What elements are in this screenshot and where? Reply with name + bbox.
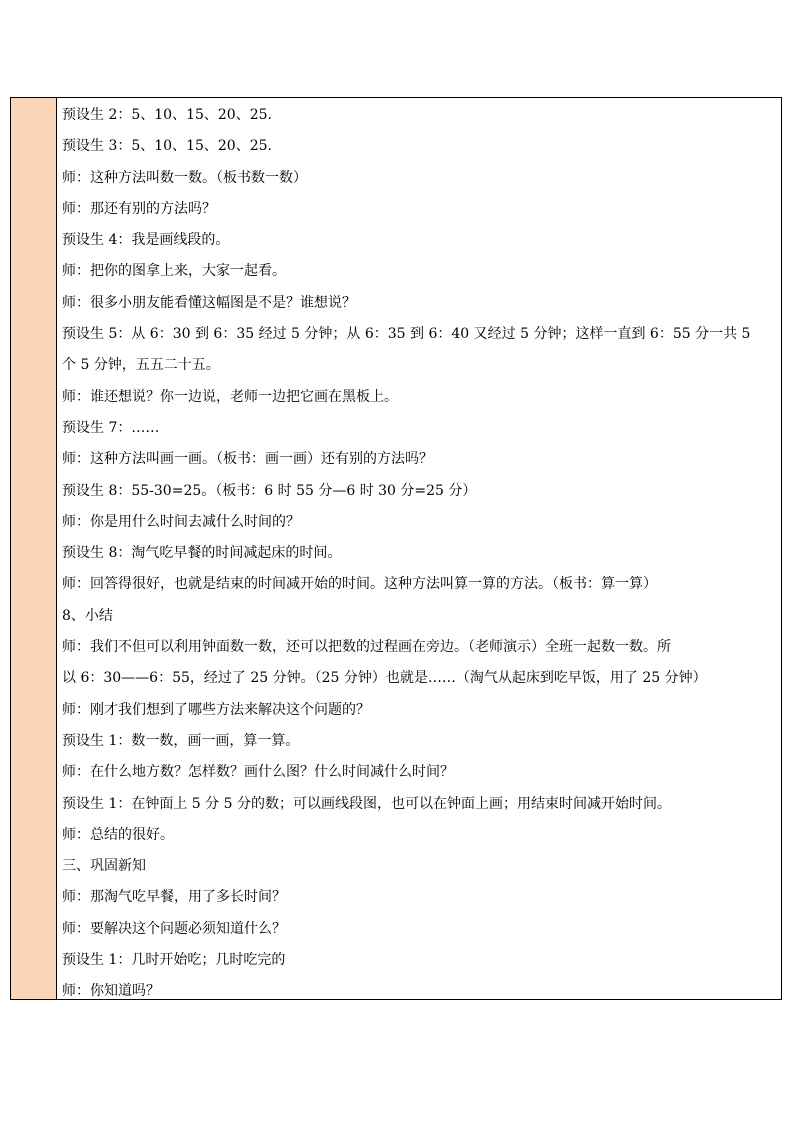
text-line: 预设生 1：数一数，画一画，算一算。 bbox=[62, 732, 300, 749]
text-line: 预设生 8：55-30=25。（板书：6 时 55 分—6 时 30 分=25 分） bbox=[62, 482, 477, 499]
text-line: 师：很多小朋友能看懂这幅图是不是？谁想说？ bbox=[62, 294, 356, 311]
text-line: 师：把你的图拿上来，大家一起看。 bbox=[62, 263, 286, 280]
text-line: 预设生 5：从 6：30 到 6：35 经过 5 分钟；从 6：35 到 6：40 又经过 5 分钟；这样一直到 6：55 分一共 5 bbox=[62, 326, 751, 343]
text-line: 预设生 8：淘气吃早餐的时间减起床的时间。 bbox=[62, 545, 342, 562]
text-line: 师：你是用什么时间去减什么时间的？ bbox=[62, 513, 300, 530]
lesson-table bbox=[10, 97, 782, 1000]
text-line: 师：这种方法叫画一画。（板书：画一画）还有别的方法吗？ bbox=[62, 451, 433, 468]
text-line: 预设生 2：5、10、15、20、25. bbox=[62, 107, 272, 123]
text-line: 师：那还有别的方法吗？ bbox=[62, 200, 216, 217]
text-line: 预设生 1：几时开始吃；几时吃完的 bbox=[62, 952, 286, 969]
text-line: 个 5 分钟，五五二十五。 bbox=[62, 357, 220, 374]
text-line: 师：你知道吗？ bbox=[62, 983, 160, 999]
text-line: 师：谁还想说？你一边说，老师一边把它画在黑板上。 bbox=[62, 388, 398, 405]
text-line: 师：这种方法叫数一数。（板书数一数） bbox=[62, 169, 307, 186]
text-line: 师：总结的很好。 bbox=[62, 826, 174, 843]
text-line: 师：我们不但可以利用钟面数一数，还可以把数的过程画在旁边。（老师演示）全班一起数一数。所 bbox=[62, 639, 671, 656]
lesson-content bbox=[57, 98, 781, 999]
text-line: 师：要解决这个问题必须知道什么？ bbox=[62, 920, 286, 937]
side-shaded-column bbox=[11, 98, 57, 999]
section-heading: 8、小结 bbox=[62, 607, 113, 624]
text-line: 师：在什么地方数？怎样数？画什么图？什么时间减什么时间？ bbox=[62, 764, 454, 781]
text-line: 预设生 7：…… bbox=[62, 419, 160, 436]
text-line: 师：回答得很好，也就是结束的时间减开始的时间。这种方法叫算一算的方法。（板书：算一算） bbox=[62, 576, 657, 593]
text-line: 师：那淘气吃早餐，用了多长时间？ bbox=[62, 889, 286, 906]
text-line: 预设生 4：我是画线段的。 bbox=[62, 232, 230, 249]
section-heading: 三、巩固新知 bbox=[62, 858, 146, 875]
text-line: 预设生 3：5、10、15、20、25. bbox=[62, 138, 272, 155]
text-line: 师：刚才我们想到了哪些方法来解决这个问题的？ bbox=[62, 701, 370, 718]
text-line: 以 6：30——6：55，经过了 25 分钟。（25 分钟）也就是……（淘气从起床到吃早饭，用了 25 分钟） bbox=[62, 670, 707, 687]
text-line: 预设生 1：在钟面上 5 分 5 分的数；可以画线段图，也可以在钟面上画；用结束时间减开始时间。 bbox=[62, 795, 671, 812]
